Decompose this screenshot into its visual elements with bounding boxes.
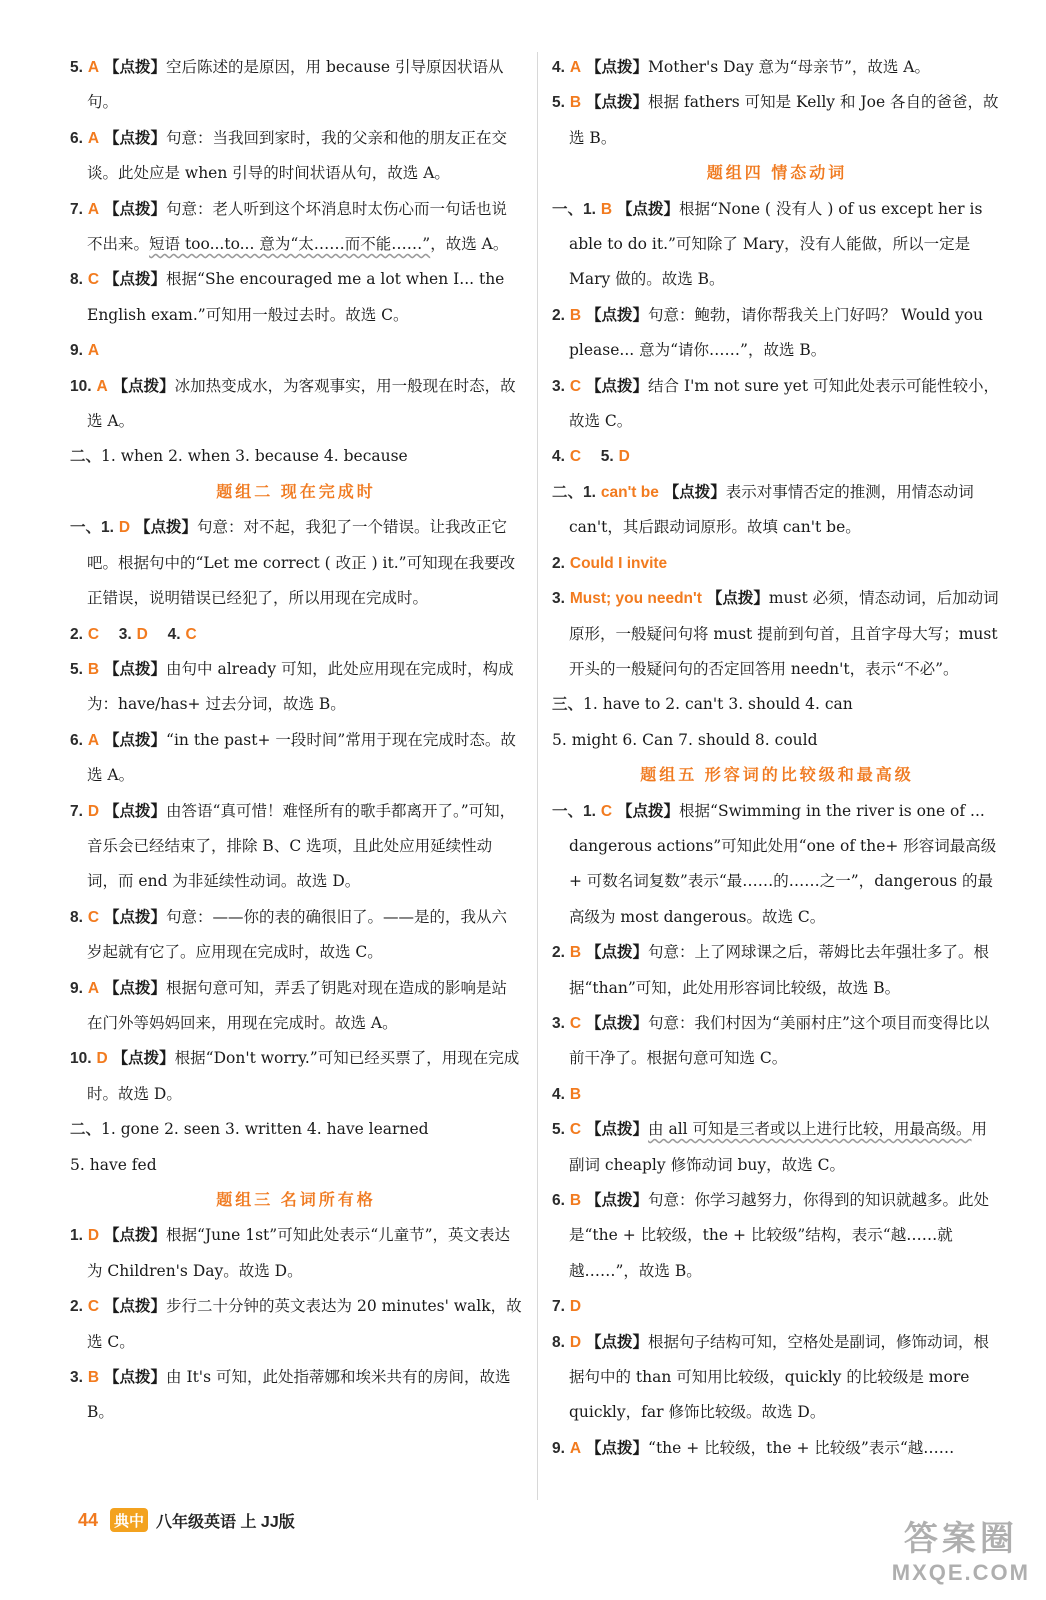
section-heading: 题组三 名词所有格 bbox=[216, 1192, 376, 1209]
explanation-text: 根据 fathers 可知是 Kelly 和 Joe 各自的爸爸，故选 B。 bbox=[569, 93, 999, 147]
answer-item bbox=[552, 369, 1002, 440]
explanation-text: 句意：——你的表的确很旧了。——是的，我从六岁起就有它了。应用现在完成时，故选 C。 bbox=[87, 907, 508, 962]
answer-item bbox=[552, 687, 1002, 722]
hint-tag: 【点拨】 bbox=[104, 1298, 167, 1316]
answer-key: D bbox=[136, 625, 148, 643]
section-heading: 题组四 情态动词 bbox=[706, 165, 848, 183]
answer-key: D bbox=[618, 448, 630, 466]
answer-item bbox=[70, 652, 522, 723]
answer-key: B bbox=[569, 1192, 582, 1209]
answer-item bbox=[70, 794, 522, 900]
watermark bbox=[892, 1511, 1030, 1586]
answer-item bbox=[552, 1289, 1002, 1324]
question-number: 3. bbox=[552, 1014, 565, 1032]
answer-item bbox=[70, 121, 522, 192]
answer-key: A bbox=[569, 59, 582, 76]
explanation-text: 1. gone 2. seen 3. written 4. have learned bbox=[101, 1120, 429, 1139]
answer-key: D bbox=[118, 519, 131, 537]
explanation-text: 1. have to 2. can't 3. should 4. can bbox=[583, 695, 853, 714]
answer-item bbox=[552, 1112, 1002, 1183]
page-footer bbox=[78, 1504, 295, 1536]
answer-item bbox=[70, 262, 522, 333]
answer-key: C bbox=[569, 1014, 582, 1032]
hint-tag: 【点拨】 bbox=[586, 1121, 649, 1139]
explanation-text: 根据“June 1st”可知此处表示“儿童节”，英文表达为 Children's Day。故选 D。 bbox=[87, 1226, 511, 1280]
explanation-text: 根据“Don't worry.”可知已经买票了，用现在完成时。故选 D。 bbox=[87, 1049, 520, 1103]
answer-key: D bbox=[569, 1333, 582, 1351]
answer-key: B bbox=[569, 1085, 582, 1103]
hint-tag: 【点拨】 bbox=[617, 200, 680, 218]
answer-key: B bbox=[87, 660, 100, 678]
explanation-text: 由句中 already 可知，此处应用现在完成时，构成为：have/has+ 过去分词，故选 B。 bbox=[87, 659, 514, 714]
answer-item bbox=[70, 971, 522, 1042]
question-number: 8. bbox=[70, 908, 83, 926]
explanation-text: 用副词 cheaply 修饰动词 buy，故选 C。 bbox=[569, 1120, 988, 1174]
answer-item bbox=[70, 1289, 522, 1360]
answer-item bbox=[70, 510, 522, 616]
answer-key: D bbox=[569, 1298, 582, 1316]
page-number: 44 bbox=[78, 1509, 99, 1530]
explanation-text: 句意：上了网球课之后，蒂姆比去年强壮多了。根据“than”可知，此处用形容词比较级，故选 B。 bbox=[569, 943, 990, 997]
underlined-text: 由 all 可知是三者或以上进行比较，用最高级。 bbox=[648, 1120, 972, 1139]
book-title: 八年级英语 上 JJ版 bbox=[156, 1513, 295, 1531]
answer-key: C bbox=[569, 448, 582, 466]
answer-key: D bbox=[96, 1050, 108, 1068]
question-number: 7. bbox=[70, 802, 83, 820]
question-number: 一、1. bbox=[70, 519, 114, 537]
hint-tag: 【点拨】 bbox=[104, 1369, 167, 1387]
explanation-text: 根据“None ( 没有人 ) of us except her is able to do it.”可知除了 Mary，没有人能做，所以一定是 Mary 做的。故选 B。 bbox=[569, 199, 983, 289]
column-divider bbox=[537, 52, 538, 1500]
answer-key: C bbox=[87, 625, 100, 643]
answer-item bbox=[552, 85, 1002, 156]
answer-item bbox=[70, 369, 522, 440]
hint-tag: 【点拨】 bbox=[586, 1439, 649, 1457]
answer-item bbox=[70, 617, 522, 652]
explanation-text: 由答语“真可惜！难怪所有的歌手都离开了。”可知，音乐会已经结束了，排除 B、C 选项，且此处应用延续性动词，而 end 为非延续性动词。故选 D。 bbox=[87, 801, 516, 891]
answer-item bbox=[552, 1077, 1002, 1112]
question-number: 2. bbox=[552, 306, 565, 324]
answer-item bbox=[70, 439, 522, 474]
question-number: 4. bbox=[552, 1085, 565, 1103]
explanation-text: 句意：鲍勃，请你帮我关上门好吗？ Would you please... 意为“请你……”，故选 B。 bbox=[569, 305, 984, 360]
answer-key: Must; you needn't bbox=[569, 590, 702, 608]
section-heading: 题组二 现在完成时 bbox=[216, 483, 376, 501]
answer-key: C bbox=[185, 625, 197, 643]
question-number: 9. bbox=[552, 1439, 565, 1457]
question-number: 3. bbox=[118, 625, 132, 643]
explanation-text: 根据句意可知，弄丢了钥匙对现在造成的影响是站在门外等妈妈回来，用现在完成时。故选 A。 bbox=[87, 978, 508, 1032]
hint-tag: 【点拨】 bbox=[617, 802, 680, 820]
hint-tag: 【点拨】 bbox=[586, 1014, 649, 1032]
answer-key: A bbox=[87, 342, 100, 360]
explanation-text: 5. might 6. Can 7. should 8. could bbox=[552, 730, 818, 749]
answer-key: C bbox=[569, 1121, 582, 1139]
question-number: 一、1. bbox=[552, 200, 596, 218]
hint-tag: 【点拨】 bbox=[104, 802, 167, 820]
hint-tag: 【点拨】 bbox=[706, 590, 769, 608]
answer-item bbox=[70, 333, 522, 368]
question-number: 5. bbox=[552, 1121, 565, 1139]
answer-item bbox=[552, 298, 1002, 369]
explanation-text: 表示对事情否定的推测，用情态动词 can't，其后跟动词原形。故填 can't be。 bbox=[569, 482, 974, 537]
hint-tag: 【点拨】 bbox=[104, 271, 167, 289]
answer-key: C bbox=[87, 271, 100, 289]
explanation-text: 根据“She encouraged me a lot when I... the English exam.”可知用一般过去时。故选 C。 bbox=[87, 270, 505, 324]
explanation-text: 结合 I'm not sure yet 可知此处表示可能性较小，故选 C。 bbox=[569, 376, 999, 431]
question-number: 6. bbox=[552, 1192, 565, 1209]
question-number: 8. bbox=[552, 1333, 565, 1351]
hint-tag: 【点拨】 bbox=[104, 200, 167, 218]
question-number: 5. bbox=[70, 660, 83, 678]
question-number: 10. bbox=[70, 377, 92, 395]
hint-tag: 【点拨】 bbox=[586, 1192, 649, 1209]
explanation-text: “the + 比较级，the + 比较级”表示“越…… bbox=[648, 1438, 955, 1457]
explanation-text: 句意：我们村因为“美丽村庄”这个项目而变得比以前干净了。根据句意可知选 C。 bbox=[569, 1013, 990, 1068]
answer-item bbox=[552, 192, 1002, 298]
answer-key: A bbox=[87, 59, 100, 76]
hint-tag: 【点拨】 bbox=[586, 94, 649, 112]
explanation-text: 空后陈述的是原因，用 because 引导原因状语从句。 bbox=[87, 58, 504, 112]
answer-key: A bbox=[87, 979, 100, 997]
explanation-text: Mother's Day 意为“母亲节”，故选 A。 bbox=[648, 58, 930, 76]
answer-item bbox=[70, 1041, 522, 1112]
question-number: 4. bbox=[552, 59, 565, 76]
answer-item bbox=[70, 1112, 522, 1147]
answer-key: A bbox=[96, 377, 108, 395]
explanation-text: 由 It's 可知，此处指蒂娜和埃米共有的房间，故选 B。 bbox=[87, 1368, 511, 1422]
question-number: 4. bbox=[552, 448, 565, 466]
hint-tag: 【点拨】 bbox=[104, 1227, 167, 1245]
question-number: 6. bbox=[70, 731, 83, 749]
answer-key: B bbox=[569, 306, 582, 324]
question-number: 二、 bbox=[70, 1121, 102, 1139]
explanation-text: must 必须，情态动词，后加动词原形，一般疑问句将 must 提前到句首，且首字母大写；must 开头的一般疑问句的否定回答用 needn't，表示“不必”。 bbox=[569, 589, 999, 678]
explanation-text: 句意：你学习越努力，你得到的知识就越多。此处是“the + 比较级，the + 比较级”结构，表示“越……就越……”，故选 B。 bbox=[569, 1191, 990, 1280]
answer-key: C bbox=[600, 802, 613, 820]
question-number: 二、1. bbox=[552, 483, 596, 501]
question-number: 1. bbox=[70, 1227, 83, 1245]
question-number: 9. bbox=[70, 342, 83, 360]
answer-item bbox=[552, 50, 1002, 85]
watermark-text: 答案圈 bbox=[903, 1520, 1018, 1558]
answer-item bbox=[552, 723, 1002, 758]
answer-item bbox=[552, 581, 1002, 687]
answer-key: D bbox=[87, 1227, 100, 1245]
explanation-text: 根据“Swimming in the river is one of ... dangerous actions”可知此处用“one of the+ 形容词最高级 + 可数名词复数”表示“最……的……之一”，dangerous 的最高级为 most dangerous。故选 C。 bbox=[569, 801, 997, 926]
answer-item bbox=[552, 546, 1002, 581]
explanation-text: 句意：当我回到家时，我的父亲和他的朋友正在交谈。此处应是 when 引导的时间状语从句，故选 A。 bbox=[87, 128, 508, 183]
answer-item bbox=[70, 900, 522, 971]
explanation-text: 5. have fed bbox=[70, 1155, 157, 1174]
question-number: 9. bbox=[70, 979, 83, 997]
question-number: 7. bbox=[70, 200, 83, 218]
answer-item bbox=[552, 1183, 1002, 1289]
answer-key: C bbox=[87, 1298, 100, 1316]
question-number: 8. bbox=[70, 271, 83, 289]
question-number: 7. bbox=[552, 1298, 565, 1316]
answer-item bbox=[70, 1360, 522, 1431]
question-number: 一、1. bbox=[552, 802, 596, 820]
hint-tag: 【点拨】 bbox=[586, 59, 649, 76]
answer-item bbox=[70, 192, 522, 263]
question-number: 2. bbox=[552, 554, 565, 572]
right-column bbox=[552, 50, 1002, 1466]
hint-tag: 【点拨】 bbox=[586, 1333, 649, 1351]
question-number: 2. bbox=[70, 625, 83, 643]
question-number: 三、 bbox=[552, 696, 584, 714]
explanation-text: 步行二十分钟的英文表达为 20 minutes' walk，故选 C。 bbox=[87, 1297, 522, 1351]
left-column bbox=[70, 50, 522, 1431]
explanation-text: “in the past+ 一段时间”常用于现在完成时态。故选 A。 bbox=[87, 730, 516, 785]
answer-key: A bbox=[87, 200, 100, 218]
answer-key: D bbox=[87, 802, 100, 820]
brand-logo: 典中 bbox=[110, 1508, 148, 1532]
explanation-text: 句意：老人听到这个坏消息时太伤心而一句话也说不出来。 bbox=[87, 199, 508, 254]
answer-item bbox=[552, 935, 1002, 1006]
question-number: 3. bbox=[552, 377, 565, 395]
answer-item bbox=[552, 1431, 1002, 1466]
explanation-text: 句意：对不起，我犯了一个错误。让我改正它吧。根据句中的“Let me correct ( 改正 ) it.”可知现在我要改正错误，说明错误已经犯了，所以用现在完成时。 bbox=[87, 518, 516, 608]
answer-key: C bbox=[87, 908, 100, 926]
answer-key: Could I invite bbox=[569, 554, 668, 572]
hint-tag: 【点拨】 bbox=[104, 979, 167, 997]
explanation-text: 根据句子结构可知，空格处是副词，修饰动词，根据句中的 than 可知用比较级，quickly 的比较级是 more quickly，far 修饰比较级。故选 D。 bbox=[569, 1332, 990, 1422]
question-number: 5. bbox=[70, 59, 83, 76]
answer-item bbox=[552, 439, 1002, 474]
question-number: 10. bbox=[70, 1050, 92, 1068]
explanation-text: ，故选 A。 bbox=[430, 235, 509, 254]
answer-key: A bbox=[87, 731, 100, 749]
answer-item bbox=[70, 723, 522, 794]
hint-tag: 【点拨】 bbox=[586, 944, 649, 962]
answer-key: A bbox=[569, 1439, 582, 1457]
question-number: 5. bbox=[600, 448, 614, 466]
hint-tag: 【点拨】 bbox=[112, 1050, 175, 1068]
underlined-text: 短语 too...to... 意为“太……而不能……” bbox=[149, 235, 431, 254]
answer-key: B bbox=[87, 1369, 100, 1387]
question-number: 2. bbox=[70, 1298, 83, 1316]
answer-item bbox=[552, 1006, 1002, 1077]
section-heading: 题组五 形容词的比较级和最高级 bbox=[640, 767, 914, 785]
answer-item bbox=[70, 1218, 522, 1289]
hint-tag: 【点拨】 bbox=[663, 483, 726, 501]
watermark-url: MXQE.COM bbox=[891, 1560, 1030, 1585]
question-number: 4. bbox=[167, 625, 181, 643]
hint-tag: 【点拨】 bbox=[112, 377, 175, 395]
hint-tag: 【点拨】 bbox=[104, 660, 167, 678]
answer-item bbox=[552, 475, 1002, 546]
hint-tag: 【点拨】 bbox=[104, 908, 167, 926]
hint-tag: 【点拨】 bbox=[104, 59, 167, 76]
question-number: 6. bbox=[70, 129, 83, 147]
answer-key: B bbox=[600, 200, 613, 218]
answer-item bbox=[70, 1148, 522, 1183]
question-number: 二、 bbox=[70, 448, 102, 466]
question-number: 3. bbox=[552, 590, 565, 608]
question-number: 2. bbox=[552, 944, 565, 962]
hint-tag: 【点拨】 bbox=[104, 129, 167, 147]
answer-item bbox=[552, 794, 1002, 936]
question-number: 5. bbox=[552, 94, 565, 112]
answer-item bbox=[70, 50, 522, 121]
answer-item bbox=[552, 1325, 1002, 1431]
answer-key: B bbox=[569, 94, 582, 112]
answer-key: A bbox=[87, 129, 100, 147]
answer-key: B bbox=[569, 944, 582, 962]
answer-key: can't be bbox=[600, 483, 659, 501]
question-number: 3. bbox=[70, 1369, 83, 1387]
explanation-text: 冰加热变成水，为客观事实，用一般现在时态，故选 A。 bbox=[87, 376, 516, 431]
hint-tag: 【点拨】 bbox=[586, 377, 649, 395]
hint-tag: 【点拨】 bbox=[135, 519, 198, 537]
hint-tag: 【点拨】 bbox=[104, 731, 167, 749]
explanation-text: 1. when 2. when 3. because 4. because bbox=[101, 447, 408, 466]
answer-key: C bbox=[569, 377, 582, 395]
hint-tag: 【点拨】 bbox=[586, 306, 649, 324]
